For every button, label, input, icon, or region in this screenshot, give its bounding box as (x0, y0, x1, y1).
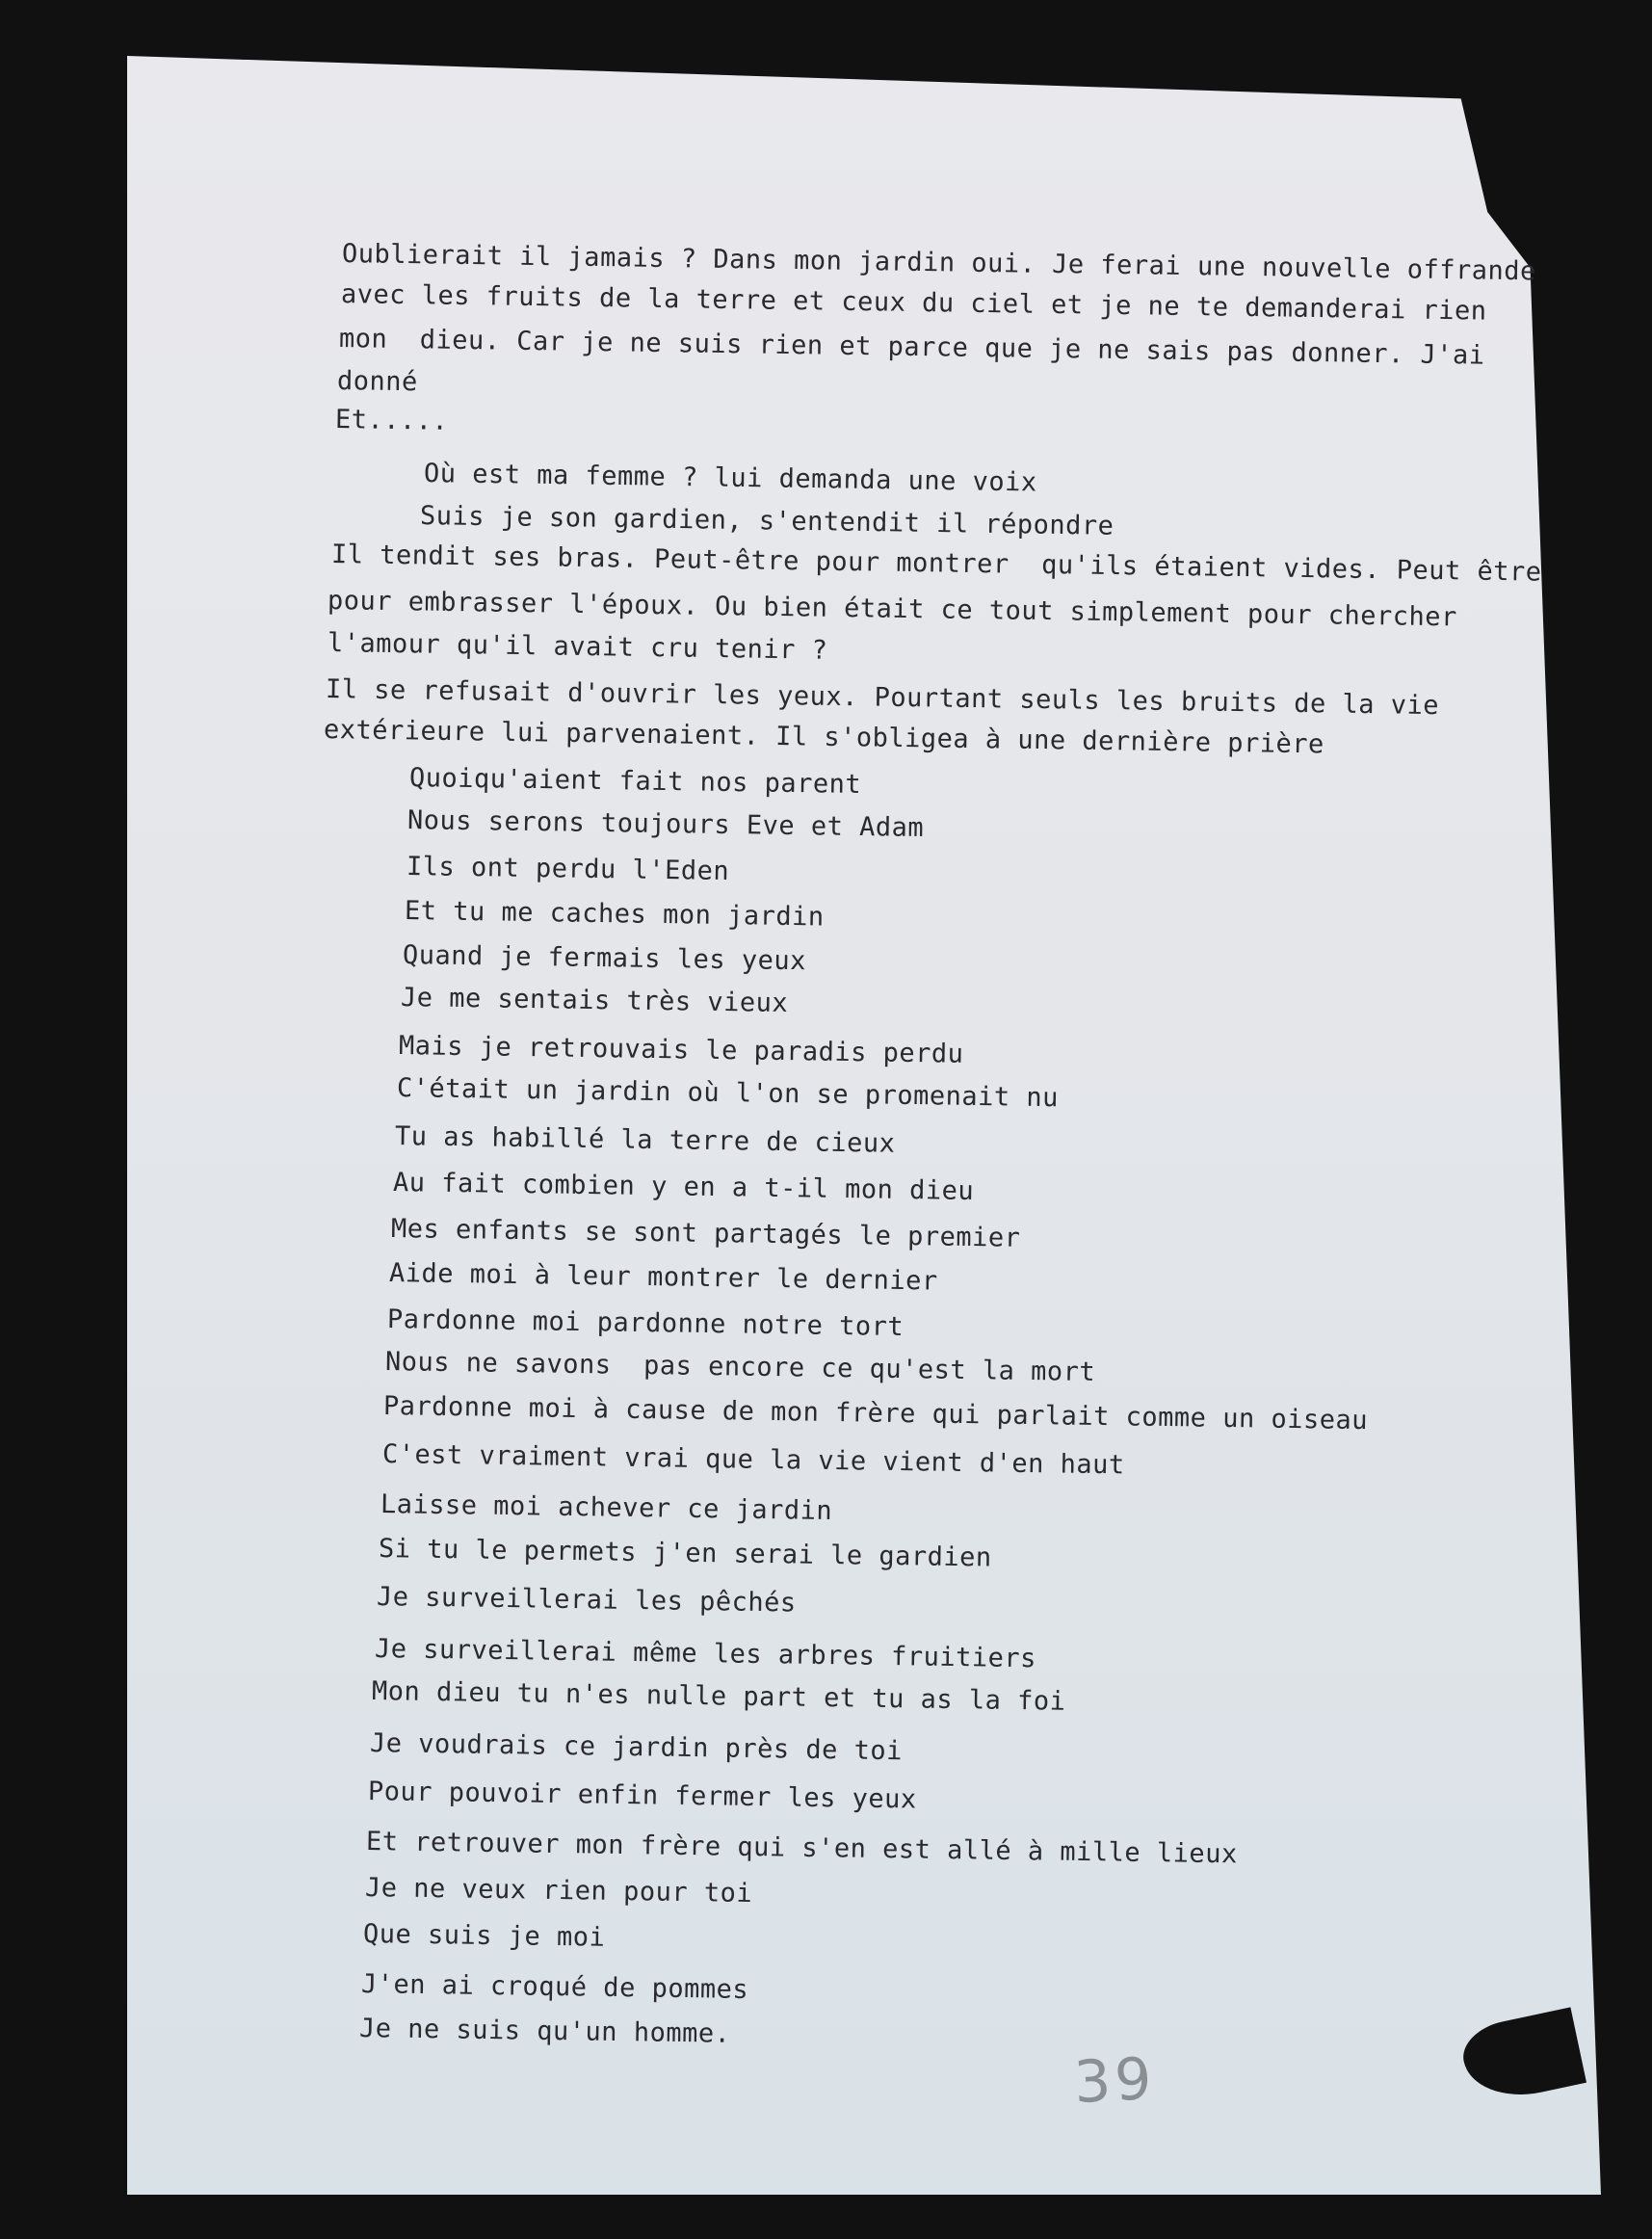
text-line: Et retrouver mon frère qui s'en est allé à mille lieux (365, 1827, 1238, 1870)
text-line: donné (336, 366, 419, 398)
text-line: Je surveillerai les pêchés (376, 1582, 797, 1619)
text-line: Je me sentais très vieux (400, 983, 789, 1018)
text-line: mon dieu. Car je ne suis rien et parce que je ne sais pas donner. J'ai (338, 324, 1485, 371)
text-line: Suis je son gardien, s'entendit il répondre (419, 501, 1114, 541)
text-line: Quand je fermais les yeux (402, 940, 807, 977)
text-line: Pardonne moi pardonne notre tort (386, 1304, 905, 1342)
text-line: C'était un jardin où l'on se promenait nu (396, 1073, 1060, 1114)
text-line: Aide moi à leur montrer le dernier (388, 1258, 938, 1297)
text-line: Nous ne savons pas encore ce qu'est la mort (384, 1347, 1096, 1387)
text-line: Pour pouvoir enfin fermer les yeux (367, 1777, 917, 1815)
text-line: extérieure lui parvenaient. Il s'obligea à une dernière prière (323, 715, 1324, 760)
text-line: Que suis je moi (362, 1919, 606, 1953)
text-line: Laisse moi achever ce jardin (380, 1489, 833, 1526)
text-line: J'en ai croqué de pommes (360, 1969, 749, 2005)
text-line: Mes enfants se sont partagés le premier (390, 1214, 1021, 1253)
text-line: Il se refusait d'ouvrir les yeux. Pourtant seuls les bruits de la vie (325, 674, 1440, 722)
text-line: Je ne suis qu'un homme. (358, 2014, 731, 2049)
text-line: Si tu le permets j'en serai le gardien (378, 1534, 992, 1573)
text-line: Il tendit ses bras. Peut-être pour montrer qu'ils étaient vides. Peut être (330, 540, 1542, 588)
text-line: Mon dieu tu n'es nulle part et tu as la foi (371, 1676, 1066, 1717)
text-line: C'est vraiment vrai que la vie vient d'en haut (381, 1439, 1125, 1481)
text-line: Et tu me caches mon jardin (404, 896, 825, 933)
text-line: l'amour qu'il avait cru tenir ? (327, 628, 828, 666)
text-line: Et..... (334, 405, 449, 436)
text-line: avec les fruits de la terre et ceux du ciel et je ne te demanderai rien (340, 279, 1487, 327)
text-line: Oublierait il jamais ? Dans mon jardin oui. Je ferai une nouvelle offrande (341, 239, 1537, 287)
text-line: Au fait combien y en a t-il mon dieu (392, 1168, 975, 1206)
text-line: Mais je retrouvais le paradis perdu (398, 1031, 964, 1069)
text-line: Quoiqu'aient fait nos parent (408, 763, 862, 800)
text-line: Tu as habillé la terre de cieux (394, 1121, 896, 1159)
text-line: Ils ont perdu l'Eden (406, 852, 730, 886)
text-line: Où est ma femme ? lui demanda une voix (423, 459, 1037, 498)
text-line: pour embrasser l'époux. Ou bien était ce tout simplement pour chercher (327, 586, 1457, 633)
text-line: Pardonne moi à cause de mon frère qui parlait comme un oiseau (382, 1391, 1369, 1436)
text-line: Je ne veux rien pour toi (364, 1873, 753, 1909)
page-number: 39 (1072, 2044, 1158, 2118)
text-line: Nous serons toujours Eve et Adam (406, 805, 925, 843)
text-line: Je surveillerai même les arbres fruitiers (374, 1634, 1037, 1674)
text-line: Je voudrais ce jardin près de toi (369, 1728, 904, 1767)
